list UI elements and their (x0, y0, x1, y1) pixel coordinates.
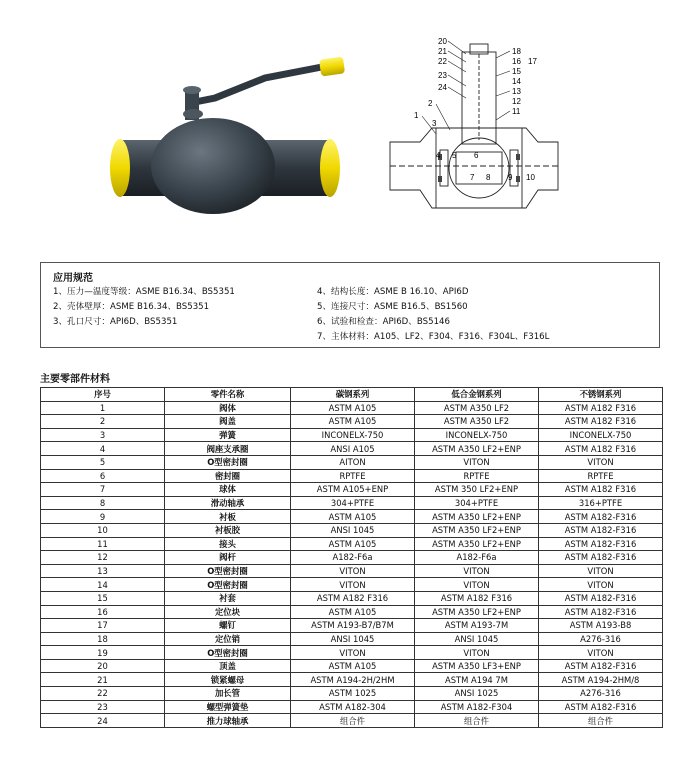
part-name-cell: 阀座支承圈 (165, 442, 291, 456)
table-cell: ASTM A182 F316 (291, 591, 415, 605)
table-row (41, 646, 663, 660)
table-cell: RPTFE (415, 469, 539, 483)
table-cell: VITON (415, 646, 539, 660)
table-cell: ASTM A350 LF2+ENP (415, 605, 539, 619)
table-cell: VITON (291, 646, 415, 660)
table-cell: RPTFE (291, 469, 415, 483)
table-cell: VITON (539, 578, 663, 592)
part-name-cell: 定位块 (165, 605, 291, 619)
table-cell: 24 (41, 714, 165, 728)
table-cell: ASTM A182 F316 (539, 415, 663, 429)
table-cell: ASTM A350 LF2 (415, 415, 539, 429)
callout: 4 (436, 151, 441, 160)
application-specs (40, 262, 660, 348)
callout: 17 (528, 57, 537, 66)
table-row (41, 700, 663, 714)
callout: 7 (470, 173, 475, 182)
table-cell: 18 (41, 632, 165, 646)
callout: 8 (486, 173, 491, 182)
part-name-cell: 阀盖 (165, 415, 291, 429)
table-cell: ASTM A182 F316 (539, 442, 663, 456)
table-cell: 3 (41, 428, 165, 442)
table-cell: 23 (41, 700, 165, 714)
table-cell: 12 (41, 551, 165, 565)
table-cell: 11 (41, 537, 165, 551)
part-name-cell: 衬板胶 (165, 523, 291, 537)
callout: 12 (512, 97, 521, 106)
table-cell: VITON (539, 564, 663, 578)
table-row (41, 537, 663, 551)
spec-item: 4、结构长度：ASME B 16.10、API6D (317, 287, 469, 297)
table-cell: INCONELX-750 (415, 428, 539, 442)
part-name-cell: 定位销 (165, 632, 291, 646)
part-name-cell: 顶盖 (165, 659, 291, 673)
callout: 3 (432, 119, 437, 128)
table-cell: VITON (291, 578, 415, 592)
table-cell: 组合件 (291, 714, 415, 728)
table-cell: ASTM A182-F316 (539, 510, 663, 524)
table-row (41, 496, 663, 510)
table-row (41, 510, 663, 524)
callout-labels (414, 37, 537, 182)
parts-materials-table (40, 387, 663, 728)
table-cell: 组合件 (539, 714, 663, 728)
table-cell: ASTM A182 F316 (539, 483, 663, 497)
table-cell: 304+PTFE (291, 496, 415, 510)
callout: 5 (452, 151, 457, 160)
part-name-cell: 密封圈 (165, 469, 291, 483)
header-cell: 碳钢系列 (291, 388, 415, 402)
table-row (41, 591, 663, 605)
callout: 2 (428, 99, 433, 108)
part-name-cell: 推力球轴承 (165, 714, 291, 728)
spec-item: 3、孔口尺寸：API6D、BS5351 (53, 317, 178, 327)
table-cell: VITON (415, 455, 539, 469)
callout: 20 (438, 37, 447, 46)
valve-section-drawing (380, 30, 560, 220)
table-row (41, 469, 663, 483)
header-cell: 不锈钢系列 (539, 388, 663, 402)
table-cell: ASTM A350 LF3+ENP (415, 659, 539, 673)
table-cell: ASTM A182 F316 (415, 591, 539, 605)
table-row (41, 605, 663, 619)
table-cell: ASTM A105 (291, 401, 415, 415)
table-row (41, 632, 663, 646)
table-cell: ANSI 1045 (291, 523, 415, 537)
table-cell: 316+PTFE (539, 496, 663, 510)
table-cell: ASTM A182-304 (291, 700, 415, 714)
table-cell: 21 (41, 673, 165, 687)
specs-left-column (53, 285, 235, 330)
table-cell: 13 (41, 564, 165, 578)
part-name-cell: 球体 (165, 483, 291, 497)
table-cell: ASTM A182-F316 (539, 551, 663, 565)
part-name-cell: 滑动轴承 (165, 496, 291, 510)
table-cell: 16 (41, 605, 165, 619)
table-cell: ASTM A105 (291, 659, 415, 673)
table-cell: INCONELX-750 (291, 428, 415, 442)
part-name-cell: O型密封圈 (165, 646, 291, 660)
table-cell: VITON (291, 564, 415, 578)
part-name-cell: 加长管 (165, 687, 291, 701)
part-name-cell: 弹簧 (165, 428, 291, 442)
table-row (41, 551, 663, 565)
specs-right-column (317, 285, 549, 345)
table-cell: ASTM 350 LF2+ENP (415, 483, 539, 497)
ball-valve-photo (95, 48, 355, 218)
table-cell: 9 (41, 510, 165, 524)
part-name-cell: 螺型弹簧垫 (165, 700, 291, 714)
table-cell: ANSI 1025 (415, 687, 539, 701)
table-cell: 2 (41, 415, 165, 429)
spec-item: 2、壳体壁厚：ASME B16.34、BS5351 (53, 302, 210, 312)
table-header-row (41, 388, 663, 402)
table-cell: ASTM A182 F316 (539, 401, 663, 415)
callout: 18 (512, 47, 521, 56)
table-cell: ASTM A194 7M (415, 673, 539, 687)
table-cell: VITON (539, 455, 663, 469)
callout: 24 (438, 83, 447, 92)
callout: 21 (438, 47, 447, 56)
table-cell: A182-F6a (291, 551, 415, 565)
part-name-cell: 衬套 (165, 591, 291, 605)
table-cell: 17 (41, 619, 165, 633)
table-cell: ASTM A350 LF2+ENP (415, 523, 539, 537)
specs-title: 应用规范 (53, 273, 93, 284)
table-row (41, 455, 663, 469)
table-cell: 4 (41, 442, 165, 456)
spec-item: 1、压力—温度等级：ASME B16.34、BS5351 (53, 287, 235, 297)
callout: 22 (438, 57, 447, 66)
callout: 15 (512, 67, 521, 76)
table-row (41, 687, 663, 701)
table-cell: ASTM A193-7M (415, 619, 539, 633)
table-cell: ASTM A105 (291, 510, 415, 524)
table-cell: ASTM A182-F316 (539, 659, 663, 673)
callout: 14 (512, 77, 521, 86)
table-cell: ASTM A182-F316 (539, 523, 663, 537)
callout: 9 (508, 173, 513, 182)
table-cell: ASTM A350 LF2+ENP (415, 510, 539, 524)
callout: 13 (512, 87, 521, 96)
table-cell: RPTFE (539, 469, 663, 483)
table-row (41, 659, 663, 673)
table-cell: 5 (41, 455, 165, 469)
table-cell: 14 (41, 578, 165, 592)
callout: 6 (474, 151, 479, 160)
table-cell: 6 (41, 469, 165, 483)
table-cell: ASTM A194-2H/2HM (291, 673, 415, 687)
table-cell: 19 (41, 646, 165, 660)
table-row (41, 523, 663, 537)
table-cell: 7 (41, 483, 165, 497)
table-cell: ASTM A182-F316 (539, 700, 663, 714)
table-cell: 8 (41, 496, 165, 510)
table-cell: ANSI 1045 (415, 632, 539, 646)
table-cell: 10 (41, 523, 165, 537)
table-cell: A276-316 (539, 687, 663, 701)
spec-item: 7、主体材料：A105、LF2、F304、F316、F304L、F316L (317, 332, 550, 342)
table-cell: ASTM A182-F316 (539, 591, 663, 605)
table-row (41, 401, 663, 415)
table-cell: ANSI 1045 (291, 632, 415, 646)
table-cell: ASTM A193-B7/B7M (291, 619, 415, 633)
part-name-cell: O型密封圈 (165, 578, 291, 592)
part-name-cell: 接头 (165, 537, 291, 551)
part-name-cell: O型密封圈 (165, 455, 291, 469)
table-row (41, 673, 663, 687)
table-cell: ASTM A105+ENP (291, 483, 415, 497)
callout: 10 (526, 173, 535, 182)
table-row (41, 564, 663, 578)
table-cell: ASTM A105 (291, 605, 415, 619)
part-name-cell: 螺钉 (165, 619, 291, 633)
part-name-cell: 衬板 (165, 510, 291, 524)
header-cell: 序号 (41, 388, 165, 402)
part-name-cell: 阀杆 (165, 551, 291, 565)
part-name-cell: O型密封圈 (165, 564, 291, 578)
table-row (41, 428, 663, 442)
callout: 1 (414, 111, 419, 120)
part-name-cell: 锁紧螺母 (165, 673, 291, 687)
table-cell: 22 (41, 687, 165, 701)
spec-item: 6、试验和检查：API6D、BS5146 (317, 317, 450, 327)
callout: 23 (438, 71, 447, 80)
table-cell: INCONELX-750 (539, 428, 663, 442)
table-cell: 1 (41, 401, 165, 415)
table-cell: ASTM A105 (291, 537, 415, 551)
table-cell: ASTM A182-F316 (539, 605, 663, 619)
spec-item: 5、连接尺寸：ASME B16.5、BS1560 (317, 302, 468, 312)
table-row (41, 578, 663, 592)
part-name-cell: 阀体 (165, 401, 291, 415)
table-row (41, 442, 663, 456)
table-cell: 组合件 (415, 714, 539, 728)
table-row (41, 619, 663, 633)
table-cell: A182-F6a (415, 551, 539, 565)
table-cell: 20 (41, 659, 165, 673)
table-cell: A276-316 (539, 632, 663, 646)
table-cell: ASTM A182-F304 (415, 700, 539, 714)
table-cell: VITON (539, 646, 663, 660)
table-row (41, 415, 663, 429)
table-cell: 15 (41, 591, 165, 605)
table-cell: ANSI A105 (291, 442, 415, 456)
table-cell: 304+PTFE (415, 496, 539, 510)
callout: 16 (512, 57, 521, 66)
table-cell: ASTM A193-B8 (539, 619, 663, 633)
table-cell: AITON (291, 455, 415, 469)
table-cell: ASTM A350 LF2+ENP (415, 537, 539, 551)
header-cell: 低合金钢系列 (415, 388, 539, 402)
table-cell: VITON (415, 564, 539, 578)
table-cell: ASTM A350 LF2 (415, 401, 539, 415)
table-cell: ASTM A182-F316 (539, 537, 663, 551)
table-row (41, 483, 663, 497)
table-cell: ASTM A350 LF2+ENP (415, 442, 539, 456)
table-cell: ASTM 1025 (291, 687, 415, 701)
table-row (41, 714, 663, 728)
parts-table-title: 主要零部件材料 (40, 374, 110, 385)
table-cell: ASTM A105 (291, 415, 415, 429)
table-cell: VITON (415, 578, 539, 592)
table-cell: ASTM A194-2HM/8 (539, 673, 663, 687)
parts-table-body (41, 401, 663, 727)
callout: 11 (512, 107, 521, 116)
header-cell: 零件名称 (165, 388, 291, 402)
